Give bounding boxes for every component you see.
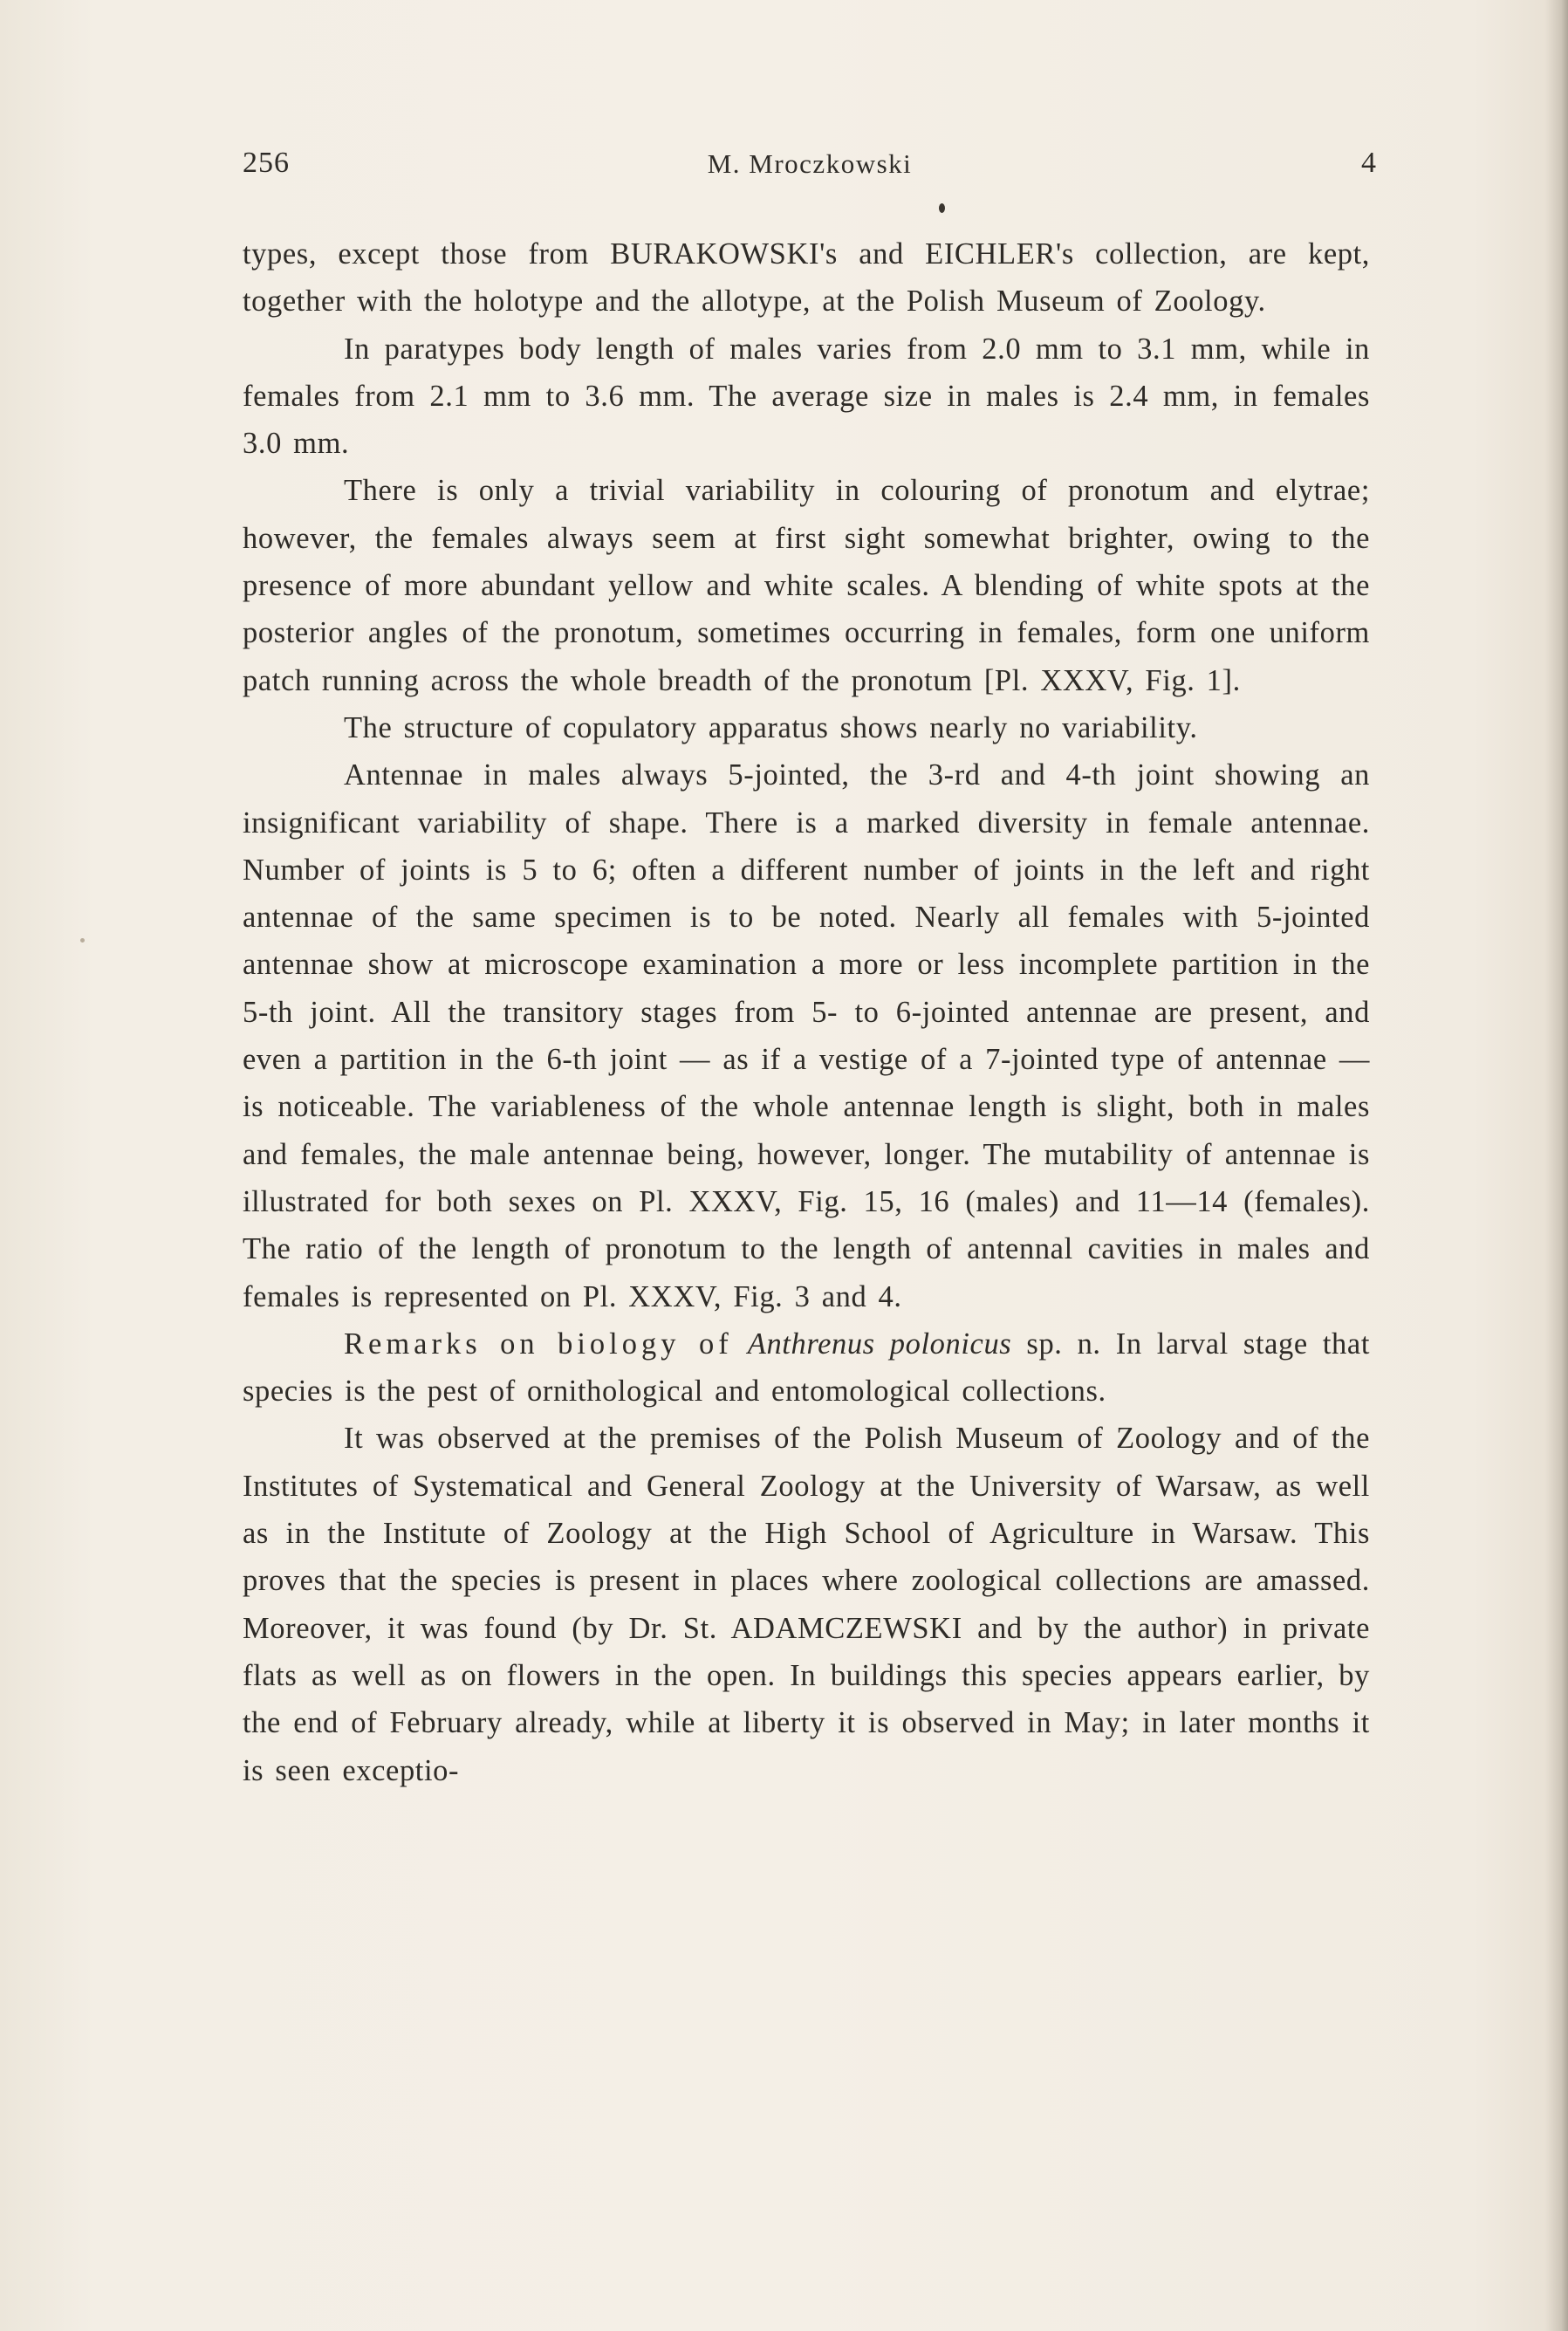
page-number: 256	[243, 147, 290, 179]
remarks-text: sp. n. In larval stage that species is the pest of ornithological and entomological collections.	[243, 1327, 1371, 1409]
ink-speck-mark	[939, 203, 945, 213]
paper-speck-mark	[80, 938, 85, 943]
paragraph-remarks-biology	[243, 1320, 1370, 1416]
paragraph-antennae: Antennae in males always 5-jointed, the 3-rd and 4-th joint showing an insignificant variability of shape. There is a marked diversity in female antennae. Number of joints is 5 to 6; often a different number of joints in the left and right antennae of the same specimen is to be noted. Nearly all females with 5-jointed antennae show at microscope examination a more or less incomplete partition in the 5-th joint. All the transitory stages from 5- to 6-jointed antennae are present, and even a partition in the 6-th joint — as if a vestige of a 7-jointed type of antennae — is noticeable. The variableness of the whole antennae length is slight, both in males and females, the male antennae being, however, longer. The mutability of antennae is illustrated for both sexes on Pl. XXXV, Fig. 15, 16 (males) and 11—14 (females). The ratio of the length of pronotum to the length of antennal cavities in males and females is represented on Pl. XXXV, Fig. 3 and 4.	[243, 758, 1370, 1313]
running-header	[243, 147, 1377, 190]
running-title: M. Mroczkowski	[707, 148, 913, 179]
paragraph-body-length: In paratypes body length of males varies from 2.0 mm to 3.1 mm, while in females from 2.1 mm to 3.6 mm. The average size in males is 2.4 mm, in females 3.0 mm.	[243, 332, 1370, 461]
remarks-lead-spaced: Remarks on biology of	[344, 1327, 733, 1361]
paragraph-types-collection: types, except those from BURAKOWSKI's and EICHLER's collection, are kept, together with the holotype and the allotype, at the Polish Museum of Zoology.	[243, 237, 1370, 319]
paragraph-copulatory-apparatus: The structure of copulatory apparatus shows nearly no variability.	[344, 710, 1198, 744]
page-edge-shadow	[1545, 0, 1568, 2331]
paragraph-colour-variability: There is only a trivial variability in colouring of pronotum and elytrae; however, the females always seem at first sight somewhat brighter, owing to the presence of more abundant yellow and white scales. A blending of white spots at the posterior angles of the pronotum, sometimes occurring in females, form one uniform patch running across the whole breadth of the pronotum [Pl. XXXV, Fig. 1].	[243, 474, 1370, 697]
paragraph-observations: It was observed at the premises of the Polish Museum of Zoology and of the Institutes of Systematical and General Zoology at the University of Warsaw, as well as in the Institute of Zoology at the High School of Agriculture in Warsaw. This proves that the species is present in places where zoological collections are amassed. Moreover, it was found (by Dr. St. ADAMCZEWSKI and by the author) in private flats as well as on flowers in the open. In buildings this species appears earlier, by the end of February already, while at liberty it is observed in May; in later months it is seen exceptio-	[243, 1422, 1370, 1787]
species-name-italic: Anthrenus polonicus	[747, 1327, 1012, 1361]
folio-number: 4	[1361, 147, 1377, 179]
article-body	[243, 230, 1370, 1794]
